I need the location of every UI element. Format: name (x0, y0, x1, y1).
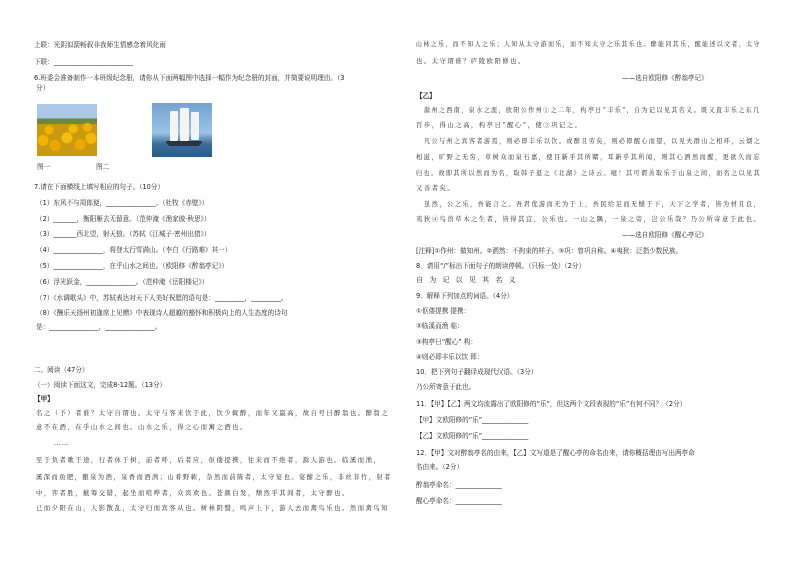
section-2-heading: 二、阅读（47分） (34, 366, 89, 374)
q12-answer-zuiweng: 醉翁亭命名：______________ (416, 481, 502, 489)
q11-answer-jia: 【甲】文欧阳修的“乐”______________ (416, 416, 529, 424)
question-11-prompt: 11．【甲】【乙】两文均流露出了欧阳修的“乐”，但这两个文段表现的“乐”有何不同？（2分） (416, 400, 687, 408)
q11-answer-yi: 【乙】文欧阳修的“乐”______________ (416, 432, 529, 440)
text-jia-label: 【甲】 (34, 395, 54, 403)
passage-jia-line: 至于负者歌于途，行者休于树，前者呼，后者应，伛偻提携，往来而不绝者，滁人游也。临溪而渔， (36, 457, 382, 464)
passage-jia-line: 山林之乐，而不知人之乐；人知从太守游而乐，而不知太守之乐其乐也。醉能同其乐，醒能述以文者，太守 (416, 41, 761, 48)
passage-jia-line: 溪深而鱼肥，酿泉为酒，泉香而酒洌；山肴野蔌，杂然而前陈者，太守宴也。宴酣之乐，非丝非竹，射者 (36, 474, 392, 481)
couplet-upper-line: 上联：光阴似箭畅叙非我师生情感念着风化雨 (34, 41, 166, 49)
passage-jia-line: 已而夕阳在山，人影散乱，太守归而宾客从也。树林阴翳，鸣声上下，游人去而禽鸟乐也。然而禽鸟知 (36, 505, 390, 512)
passage-jia-line: 也。太守谓谁？庐陵欧阳修也。 (416, 58, 526, 65)
couplet-lower-line: 下联：________________________ (34, 58, 133, 66)
passage-yi-line: 凡公与州之宾客者游焉，则必即丰乐以饮。或醉且劳矣，则必即醒心而望，以见夫群山之相环，云烟之 (424, 138, 762, 145)
passage-jia-line: 中，弈者胜，觥筹交错，起坐而喧哗者，众宾欢也。苍颜白发，颓然乎其间者，太守醉也。 (36, 490, 350, 497)
question-8-sentence: 自 为 记 以 见 其 名 义 (416, 276, 518, 284)
q12-answer-xingxin: 醒心亭命名：______________ (416, 497, 502, 505)
figure-1-sunflower-image (37, 104, 97, 156)
figure-2-caption: 图二 (96, 163, 110, 171)
question-9-prompt: 9．解释下列加点的词语。（4分） (416, 292, 514, 300)
reading-1-instructions: （一）阅读下面这文，完成8-12题。（13分） (34, 381, 167, 389)
passage-jia-line: 名之（予）者谁？太守自谓也。太守与客来饮于此，饮少辄醉，而年又最高，故自号曰醉翁也。醉翁之 (36, 410, 390, 417)
text-yi-label: 【乙】 (416, 92, 436, 100)
passage-yi-line: 夷狄④鸟兽草木之生者，皆得其宜，公乐也。一山之隅，一泉之旁，岂公乐哉？乃公所寄意于此也。 (416, 216, 762, 223)
passage-jia-ellipsis: …… (54, 440, 70, 447)
q9-item-2: ②临溪而渔 临： (416, 322, 464, 330)
q7-item-6: （6）浮光跃金，_______________。（范仲淹《岳阳楼记》） (36, 278, 209, 286)
q9-item-1: ①伛偻提携 提携： (416, 307, 471, 315)
passage-yi-line: 滁州之西南，泉水之涯，欧阳公作州①之二年，构亭日“丰乐”，自为记以见其名义。既又直丰乐之东几 (424, 107, 761, 114)
passage-yi-source: ——选自欧阳修《醒心亭记》 (622, 231, 708, 239)
question-12-score: 名由来。（2分） (416, 463, 464, 471)
question-10-prompt: 10．把下列句子翻译成现代汉语。（3分） (416, 368, 538, 376)
question-12-prompt: 12．【甲】文对醉翁亭名的由来，【乙】文写道是了醒心亭的命名由来，请你概括理由写出两亭命 (416, 449, 695, 457)
q7-item-4: （4）_______________，将登太行雪满山。（李白《行路难》其一） (36, 246, 232, 254)
q7-item-1: （1）东风不与周郎便，_______________。（杜牧《赤壁》） (36, 199, 209, 207)
figure-2-sailing-ship-image (152, 103, 212, 157)
q7-item-8-continued: 是：_______________，_______________。 (36, 323, 162, 331)
q7-item-8: （8）《酬乐天扬州初逢席上见赠》中表现诗人超越的豁怀和积极向上的人生态度的诗句 (36, 309, 288, 317)
q7-item-3: （3）_______西北望，射天狼。（苏轼《江城子·密州出猎》） (36, 230, 211, 238)
question-6-prompt: 6.班委会准备制作一本班级纪念册，请你从下面两幅图中选择一幅作为纪念册的封面，并简要说明理由。（3 (34, 74, 345, 82)
q7-item-7: （7）《水调歌头》中，苏轼表达对天下人美好祝愿的语句是：_________，_________。 (36, 294, 288, 302)
passage-yi-line: 相滋，旷野之无穷，草树众而泉石嘉，使目新乎其所睹，耳新乎其所闻，则其心洒然而醒，更欲久而忘 (416, 154, 761, 161)
question-10-sentence: 乃公所寄意于此也。 (416, 383, 476, 391)
passage-yi-line: 百步，得山之高，构亭日“醒心”，使③巩记之。 (416, 122, 583, 129)
passage-yi-line: 归也。故即其所以然而为名，取韩子退之《北湖》之诗云。噫！其可谓善取乐于山泉之间，而名之以见其 (416, 170, 762, 177)
figure-1-caption: 图一 (37, 163, 51, 171)
passage-yi-line: 又善者矣。 (416, 185, 456, 192)
q9-item-3: ③构亭日“醒心” 构： (416, 338, 477, 346)
q7-item-2: （2）_______，衡阳雁去无留意。（范仲淹《渔家傲·秋思》） (36, 215, 211, 223)
question-8-prompt: 8．请用“/”标出下面句子的朗读停顿。（只标一处）（2分） (416, 262, 586, 270)
q7-item-5: （5）_______________，在乎山水之间也。（欧阳修《醉翁亭记》） (36, 262, 229, 270)
passage-yi-line: 虽然，公之乐，吾能言之。吾君优游而无为于上，吾民给足而无憾于下，天下之学者，皆为材且良， (424, 201, 762, 208)
passage-jia-source: ——选自欧阳修《醉翁亭记》 (622, 74, 708, 82)
question-6-score: 分） (36, 84, 50, 92)
q9-item-4: ④则必即丰乐以饮 即： (416, 353, 484, 361)
annotations: [注释]①作州：做知州。②洒然：不拘束的样子。③巩：曾巩自称。④夷狄：泛指少数民族。 (416, 247, 683, 255)
passage-jia-line: 意不在酒，在乎山水之间也。山水之乐，得之心而寓之酒也。 (36, 424, 248, 431)
question-7-prompt: 7.请在下面横线上填写相应的句子。（10分） (34, 183, 165, 191)
